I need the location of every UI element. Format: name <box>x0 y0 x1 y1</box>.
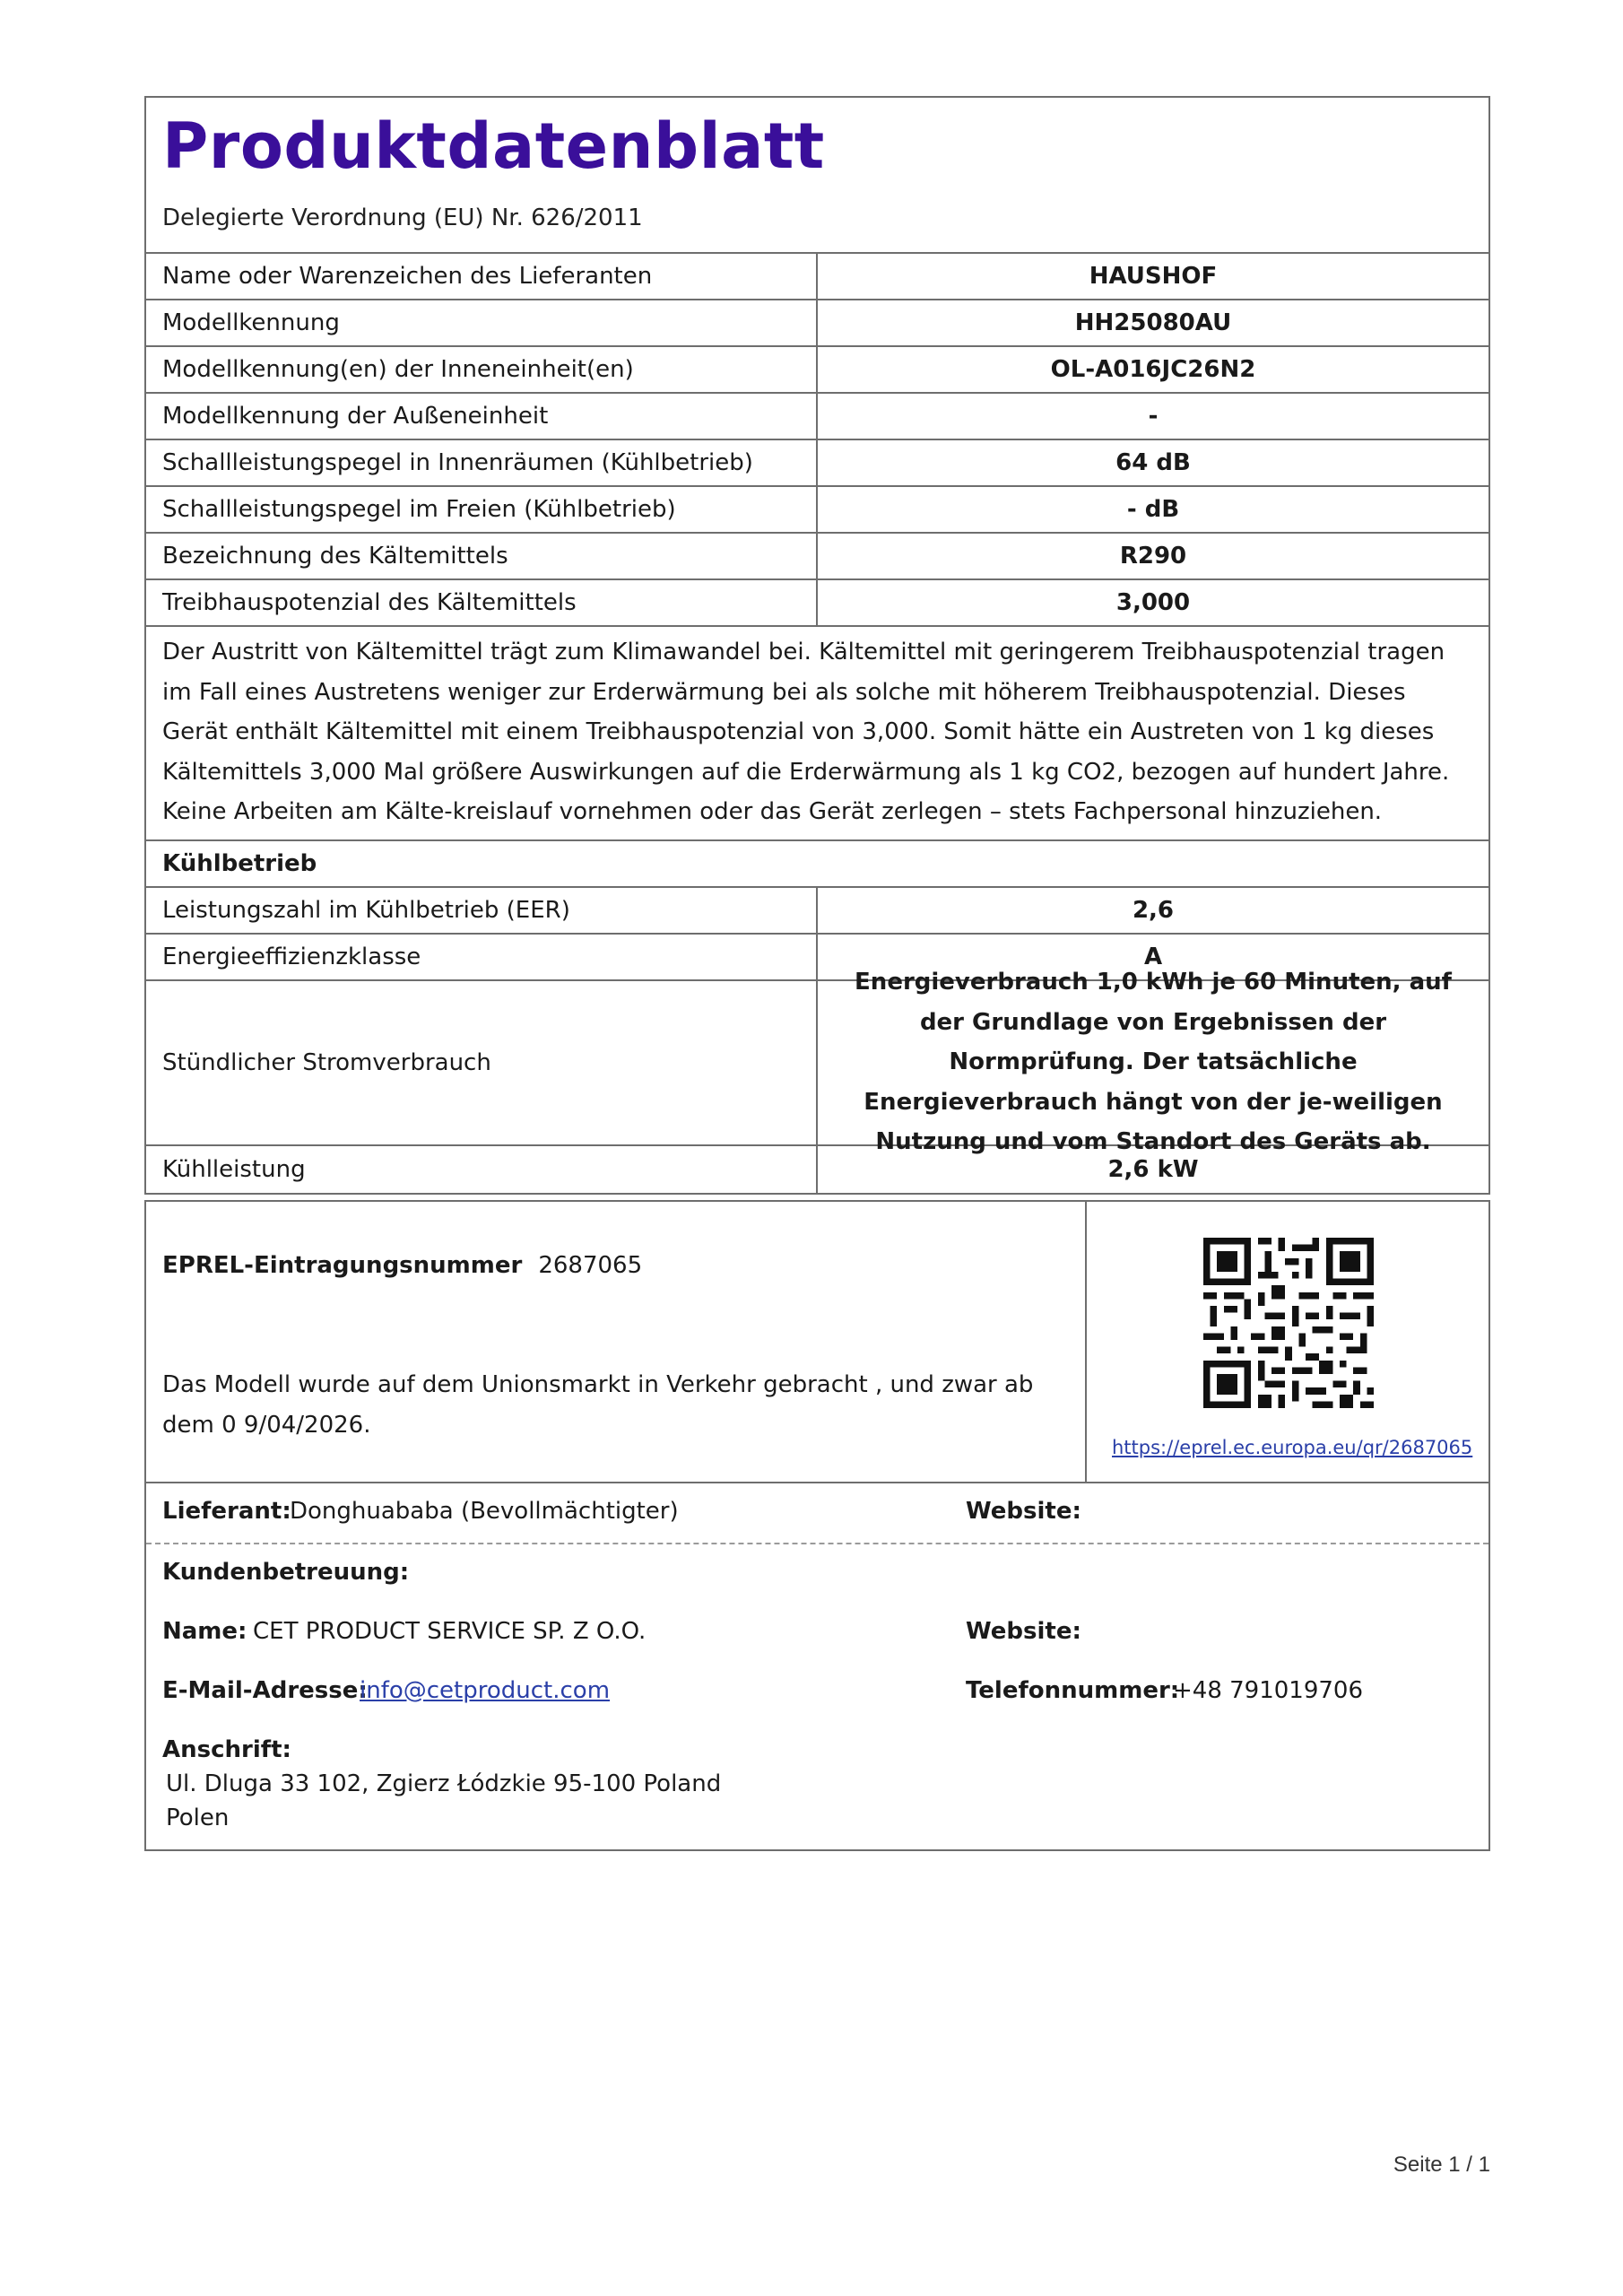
table-row <box>146 888 1488 935</box>
row-value: 64 dB <box>1115 449 1191 476</box>
support-phone-label: Telefonnummer: <box>966 1677 1180 1704</box>
table-row <box>146 440 1488 487</box>
table-row <box>146 487 1488 534</box>
table-row <box>146 254 1488 300</box>
row-label: Kühlleistung <box>146 1146 818 1193</box>
row-value: - dB <box>1126 496 1180 523</box>
support-website-label: Website: <box>966 1618 1081 1645</box>
support-email-label: E-Mail-Adresse: <box>162 1677 368 1704</box>
row-label: Name oder Warenzeichen des Lieferanten <box>146 254 818 299</box>
support-address-line2: Polen <box>166 1805 230 1831</box>
section-cooling: Kühlbetrieb <box>146 841 1488 888</box>
row-label: Treibhauspotenzial des Kältemittels <box>146 580 818 625</box>
support-address-label: Anschrift: <box>162 1736 291 1763</box>
row-label: Stündlicher Stromverbrauch <box>146 981 818 1144</box>
eprel-number: 2687065 <box>538 1252 643 1279</box>
eprel-number-line <box>162 1252 642 1279</box>
row-label: Schallleistungspegel in Innenräumen (Kühlbetrieb) <box>146 440 818 485</box>
qr-panel <box>1087 1202 1488 1482</box>
row-value: 2,6 <box>1132 896 1175 924</box>
support-address-line1: Ul. Dluga 33 102, Zgierz Łódzkie 95-100 Poland <box>166 1770 722 1797</box>
supplier-row <box>146 1483 1488 1544</box>
qr-url-link[interactable]: https://eprel.ec.europa.eu/qr/2687065 <box>1112 1437 1473 1458</box>
table-row <box>146 347 1488 394</box>
customer-support <box>146 1544 1488 1849</box>
row-label: Bezeichnung des Kältemittels <box>146 534 818 578</box>
row-label: Modellkennung(en) der Inneneinheit(en) <box>146 347 818 392</box>
row-value: 2,6 kW <box>1107 1155 1199 1183</box>
row-value: - <box>1148 403 1159 430</box>
refrigerant-note: Der Austritt von Kältemittel trägt zum Klimawandel bei. Kältemittel mit geringerem Treibhauspotenzial tragen im Fall eines Austretens weniger zur Erderwärmung bei als solche mit höherem Treibhauspotenzial. Dieses Gerät enthält Kältemittel mit einem Treibhauspotenzial von 3,000. Somit hätte ein Austreten von 1 kg dieses Kältemittels 3,000 Mal größere Auswirkungen auf die Erderwärmung als 1 kg CO2, bezogen auf hundert Jahre. Keine Arbeiten am Kälte-kreislauf vornehmen oder das Gerät zerlegen – stets Fachpersonal hinzuziehen. <box>146 627 1488 841</box>
table-row <box>146 1146 1488 1193</box>
sheet-header <box>146 98 1488 254</box>
support-name-value: CET PRODUCT SERVICE SP. Z O.O. <box>253 1618 647 1645</box>
supplier-website-label: Website: <box>966 1498 1081 1525</box>
page-number: Seite 1 / 1 <box>1393 2152 1490 2177</box>
row-value: HH25080AU <box>1074 309 1232 336</box>
table-row <box>146 394 1488 440</box>
row-value: OL-A016JC26N2 <box>1050 356 1256 383</box>
support-phone-value: +48 791019706 <box>1173 1677 1364 1704</box>
row-label: Energieeffizienzklasse <box>146 935 818 979</box>
support-name-label: Name: <box>162 1618 247 1645</box>
market-date-text: Das Modell wurde auf dem Unionsmarkt in Verkehr gebracht , und zwar ab dem 0 9/04/2026. <box>162 1371 1034 1439</box>
row-label: Modellkennung der Außeneinheit <box>146 394 818 439</box>
table-row <box>146 580 1488 627</box>
row-value: R290 <box>1119 543 1187 570</box>
regulation-subtitle: Delegierte Verordnung (EU) Nr. 626/2011 <box>162 204 643 231</box>
eprel-section <box>146 1202 1488 1483</box>
table-row <box>146 534 1488 580</box>
row-label: Schallleistungspegel im Freien (Kühlbetrieb) <box>146 487 818 532</box>
table-row <box>146 300 1488 347</box>
table-row <box>146 969 1488 1156</box>
supplier-label: Lieferant: <box>162 1498 291 1525</box>
row-value: Energieverbrauch 1,0 kWh je 60 Minuten, auf der Grundlage von Ergebnissen der Normprüfung. Der tatsächliche Energieverbrauch hängt von der je-weiligen Nutzung und vom Standort des Geräts ab. <box>855 969 1452 1156</box>
row-label: Modellkennung <box>146 300 818 345</box>
row-value: HAUSHOF <box>1089 263 1218 290</box>
product-data-sheet <box>144 96 1490 1195</box>
support-email-link[interactable]: info@cetproduct.com <box>360 1677 611 1704</box>
eprel-info <box>146 1202 1087 1482</box>
row-value: 3,000 <box>1115 589 1191 616</box>
supplier-value: Donghuababa (Bevollmächtigter) <box>290 1498 679 1525</box>
eprel-supplier-box <box>144 1200 1490 1851</box>
row-value: A <box>1143 943 1163 970</box>
eprel-label: EPREL-Eintragungsnummer <box>162 1252 523 1279</box>
qr-code <box>1203 1238 1374 1408</box>
row-label: Leistungszahl im Kühlbetrieb (EER) <box>146 888 818 933</box>
page-title: Produktdatenblatt <box>162 109 825 183</box>
support-title: Kundenbetreuung: <box>162 1559 410 1586</box>
